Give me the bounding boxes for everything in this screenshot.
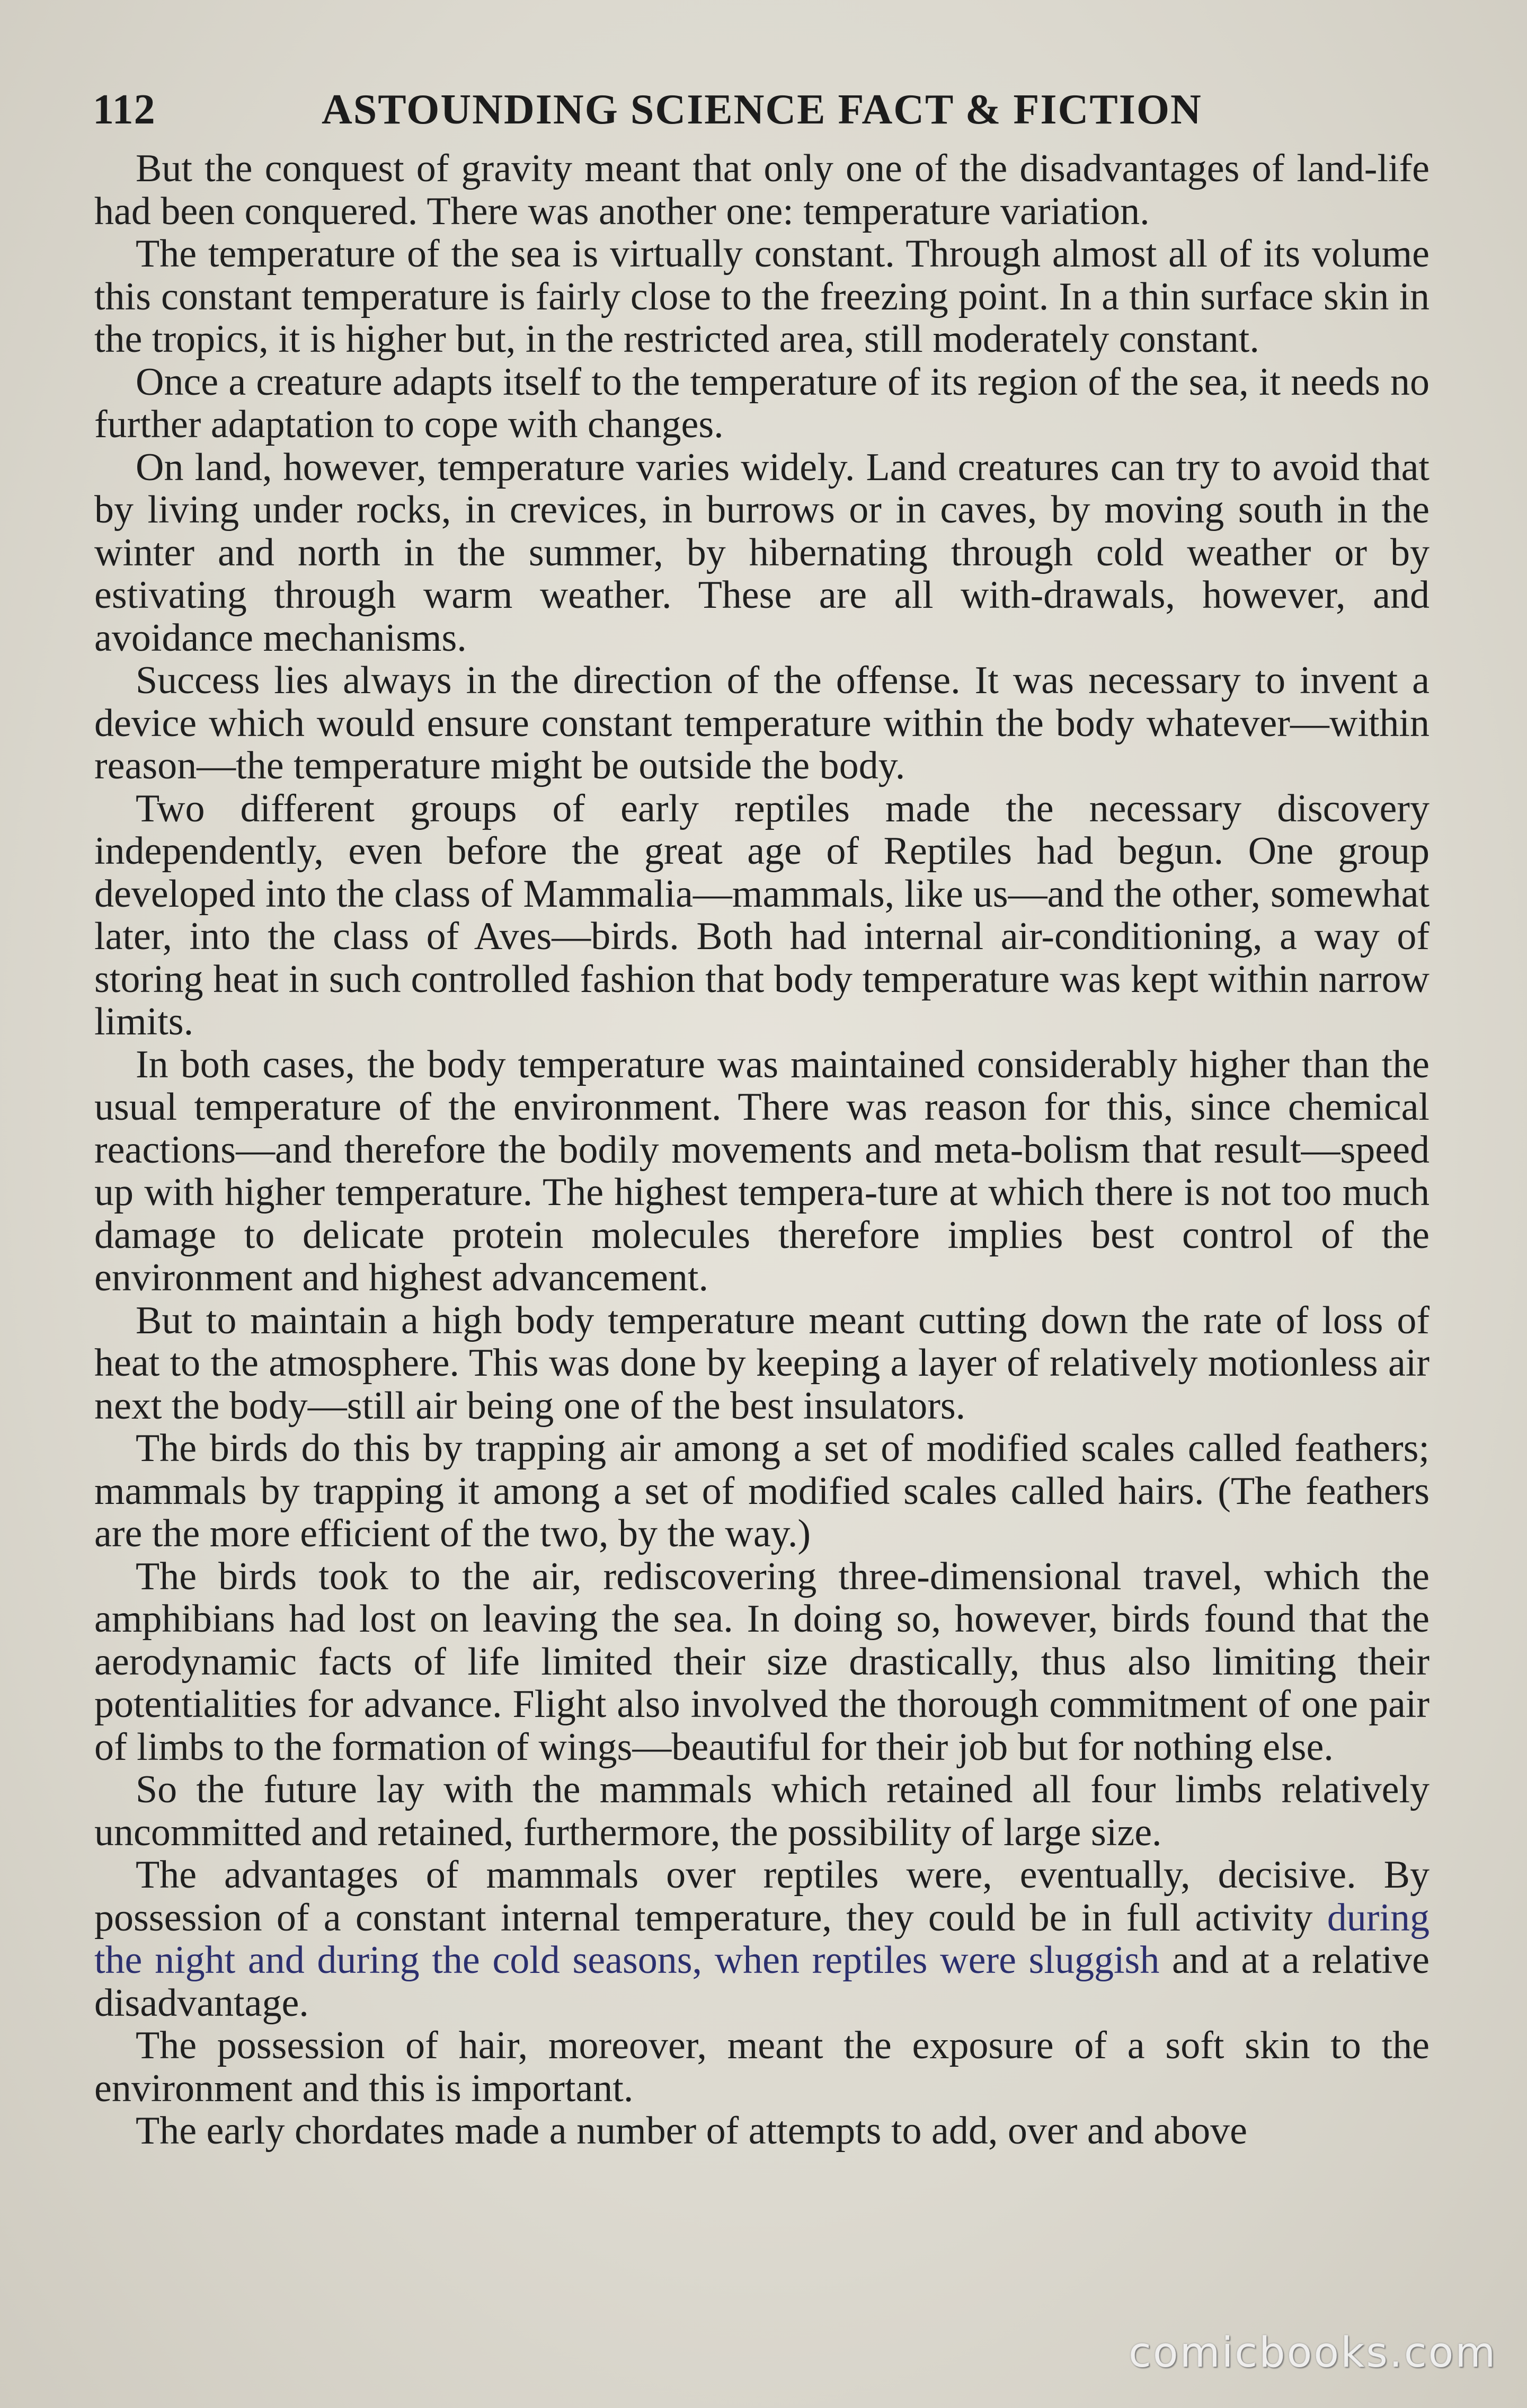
- advantages-paragraph: [94, 1854, 1430, 2024]
- watermark: comicbooks.com: [1129, 2329, 1497, 2377]
- paragraph: On land, however, temperature varies widely. Land creatures can try to avoid that by living under rocks, in crevices, in burrows or in caves, by moving south in the winter and north in the summer, by hibernating through cold weather or by estivating through warm weather. These are all with-drawals, however, and avoidance mechanisms.: [94, 445, 1430, 660]
- paragraph: The possession of hair, moreover, meant the exposure of a soft skin to the environment and this is important.: [94, 2024, 1430, 2110]
- paragraph: Success lies always in the direction of the offense. It was necessary to invent a device which would ensure constant temperature within the body whatever—within reason—the temperature might be outside the body.: [94, 659, 1430, 787]
- advantages-text-start: The advantages of mammals over reptiles were, eventually, decisive. By possession of a constant internal temperature, they could be in full activity: [94, 1853, 1430, 1940]
- paragraph: Once a creature adapts itself to the temperature of its region of the sea, it needs no further adaptation to cope with changes.: [94, 360, 1430, 446]
- page-number: 112: [93, 86, 156, 133]
- paragraph: Two different groups of early reptiles made the necessary discovery independently, even before the great age of Reptiles had begun. One group developed into the class of Mammalia—mammals, like us—and the other, somewhat later, into the class of Aves—birds. Both had internal air-conditioning, a way of storing heat in such controlled fashion that body temperature was kept within narrow limits.: [94, 786, 1430, 1043]
- paragraph: In both cases, the body temperature was maintained considerably higher than the usual temperature of the environment. There was reason for this, since chemical reactions—and therefore the bodily movements and meta-bolism that result—speed up with higher temperature. The highest tempera-ture at which there is not too much damage to delicate protein molecules therefore implies best control of the environment and highest advancement.: [94, 1042, 1430, 1299]
- running-title: ASTOUNDING SCIENCE FACT & FICTION: [322, 86, 1202, 133]
- advantages-text-highlight: during the night and during the cold seasons, when reptiles were sluggish: [94, 1896, 1430, 1982]
- paragraph: So the future lay with the mammals which retained all four limbs relatively uncommitted and retained, furthermore, the possibility of large size.: [94, 1768, 1430, 1854]
- advantages-text-end: and at a relative disadvantage.: [94, 1938, 1430, 2025]
- paragraph: The birds do this by trapping air among a set of modified scales called feathers; mammals by trapping it among a set of modified scales called hairs. (The feathers are the more efficient of the two, by the way.): [94, 1427, 1430, 1555]
- paragraph: But the conquest of gravity meant that only one of the disadvantages of land-life had been conquered. There was another one: temperature variation.: [94, 147, 1430, 233]
- paragraph: But to maintain a high body temperature meant cutting down the rate of loss of heat to the atmosphere. This was done by keeping a layer of relatively motionless air next the body—still air being one of the best insulators.: [94, 1298, 1430, 1428]
- paragraph: The temperature of the sea is virtually constant. Through almost all of its volume this constant temperature is fairly close to the freezing point. In a thin surface skin in the tropics, it is higher but, in the restricted area, still moderately constant.: [94, 232, 1430, 361]
- body-text: [94, 147, 1430, 2153]
- paragraph: The early chordates made a number of attempts to add, over and above: [136, 2109, 1247, 2153]
- page-header: [93, 74, 1439, 138]
- paragraph: The birds took to the air, rediscovering three-dimensional travel, which the amphibians had lost on leaving the sea. In doing so, however, birds found that the aerodynamic facts of life limited their size drastically, thus also limiting their potentialities for advance. Flight also involved the thorough commitment of one pair of limbs to the formation of wings—beautiful for their job but for nothing else.: [94, 1554, 1430, 1769]
